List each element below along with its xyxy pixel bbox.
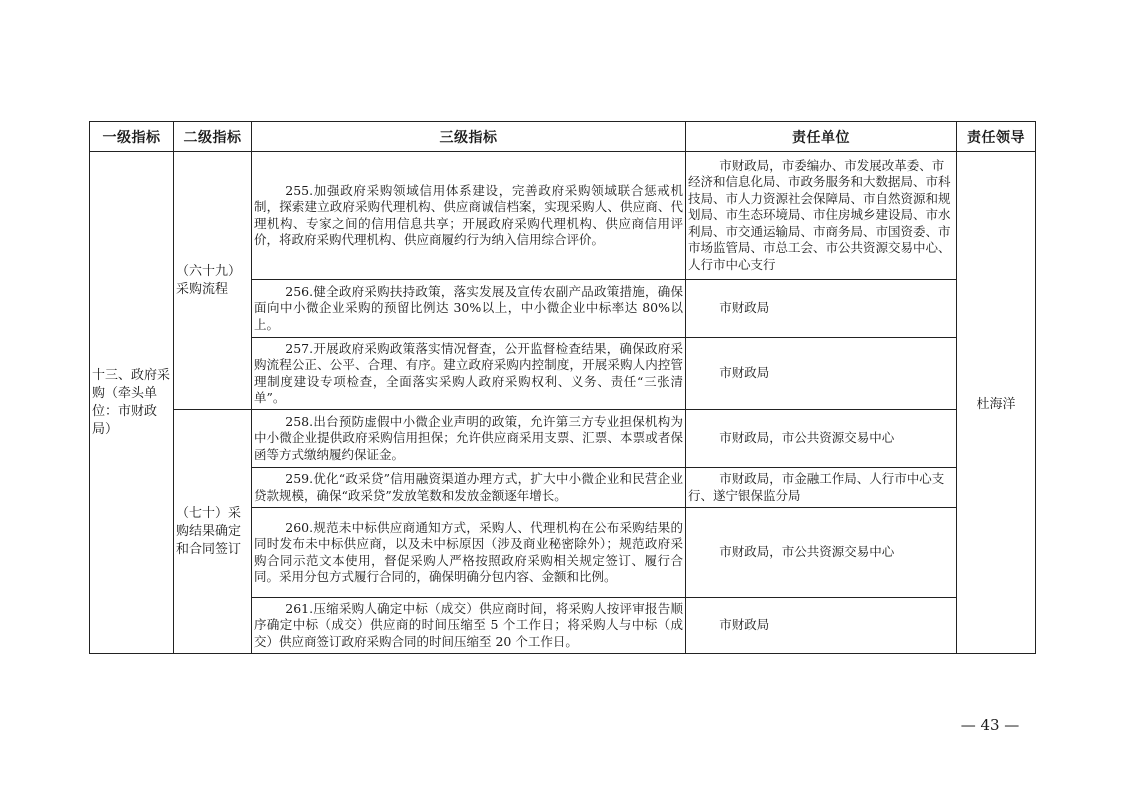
table-row bbox=[90, 152, 1036, 280]
level1-indicator: 十三、政府采购（牵头单位：市财政局） bbox=[90, 152, 174, 654]
responsible-unit: 市财政局，市公共资源交易中心 bbox=[686, 410, 957, 468]
table-row bbox=[90, 410, 1036, 468]
level3-indicator: 256.健全政府采购扶持政策，落实发展及宣传农副产品政策措施，确保面向中小微企业采购的预留比例达 30%以上，中小微企业中标率达 80%以上。 bbox=[252, 280, 686, 338]
header-row bbox=[90, 122, 1036, 152]
responsible-unit: 市财政局 bbox=[686, 598, 957, 654]
header-level2: 二级指标 bbox=[174, 122, 252, 152]
page-number: — 43 — bbox=[960, 716, 1020, 734]
level3-indicator: 259.优化“政采贷”信用融资渠道办理方式，扩大中小微企业和民营企业贷款规模，确保“政采贷”发放笔数和发放金额逐年增长。 bbox=[252, 468, 686, 508]
responsible-unit: 市财政局 bbox=[686, 280, 957, 338]
level3-indicator: 255.加强政府采购领域信用体系建设，完善政府采购领域联合惩戒机制，探索建立政府采购代理机构、供应商诚信档案，实现采购人、供应商、代理机构、专家之间的信用信息共享；开展政府采购代理机构、供应商信用评价，将政府采购代理机构、供应商履约行为纳入信用综合评价。 bbox=[252, 152, 686, 280]
responsible-unit: 市财政局，市公共资源交易中心 bbox=[686, 508, 957, 598]
responsible-unit bbox=[686, 152, 957, 280]
header-level3: 三级指标 bbox=[252, 122, 686, 152]
level3-indicator: 260.规范未中标供应商通知方式，采购人、代理机构在公布采购结果的同时发布未中标供应商，以及未中标原因（涉及商业秘密除外）；规范政府采购合同示范文本使用，督促采购人严格按照政府采购相关规定签订、履行合同。采用分包方式履行合同的，确保明确分包内容、金额和比例。 bbox=[252, 508, 686, 598]
unit-text: 市财政局，市委编办、市发展改革委、市经济和信息化局、市政务服务和大数据局、市科技局、市人力资源社会保障局、市自然资源和规划局、市生态环境局、市住房城乡建设局、市水利局、市交通运输局、市商务局、市国资委、市市场监管局、市总工会、市公共资源交易中心、人行市中心支行 bbox=[688, 157, 951, 272]
level3-indicator: 261.压缩采购人确定中标（成交）供应商时间，将采购人按评审报告顺序确定中标（成交）供应商的时间压缩至 5 个工作日；将采购人与中标（成交）供应商签订政府采购合同的时间压缩至 20 个工作日。 bbox=[252, 598, 686, 654]
responsible-leader: 杜海洋 bbox=[957, 152, 1036, 654]
level3-indicator: 258.出台预防虚假中小微企业声明的政策，允许第三方专业担保机构为中小微企业提供政府采购信用担保；允许供应商采用支票、汇票、本票或者保函等方式缴纳履约保证金。 bbox=[252, 410, 686, 468]
header-leader: 责任领导 bbox=[957, 122, 1036, 152]
indicator-table bbox=[89, 121, 1036, 654]
unit-text: 市财政局，市金融工作局、人行市中心支行、遂宁银保监分局 bbox=[688, 471, 945, 503]
level3-indicator: 257.开展政府采购政策落实情况督查，公开监督检查结果，确保政府采购流程公正、公平、合理、有序。建立政府采购内控制度，开展采购人内控管理制度建设专项检查，全面落实采购人政府采购权利、义务、责任“三张清单”。 bbox=[252, 338, 686, 410]
header-level1: 一级指标 bbox=[90, 122, 174, 152]
responsible-unit: 市财政局 bbox=[686, 338, 957, 410]
level2-indicator: （六十九）采购流程 bbox=[174, 152, 252, 410]
header-unit: 责任单位 bbox=[686, 122, 957, 152]
level2-indicator: （七十）采购结果确定和合同签订 bbox=[174, 410, 252, 654]
responsible-unit bbox=[686, 468, 957, 508]
